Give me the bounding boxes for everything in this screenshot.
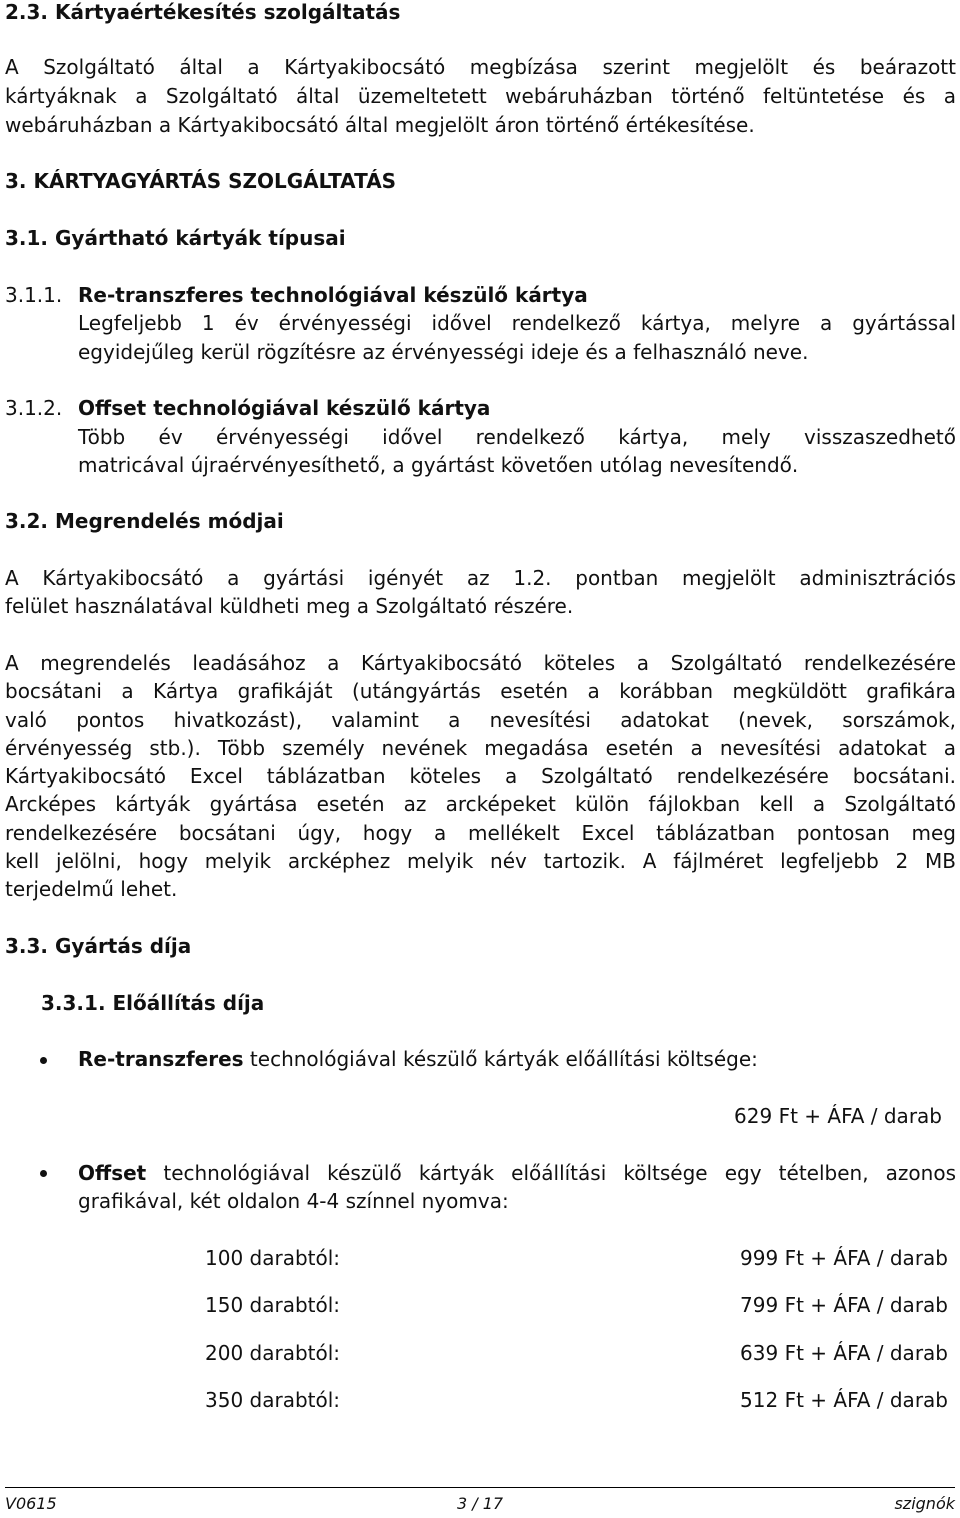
tier-4-price: 512 Ft + ÁFA / darab (740, 1388, 948, 1412)
section-3-2-para2-line-5: Kártyakibocsátó Excel táblázatban köteles a Szolgáltató rendelkezésére bocsátani. (5, 764, 956, 788)
section-3-3-heading: 3.3. Gyártás díja (5, 934, 192, 958)
bullet-1-bold: Re-transzferes (78, 1047, 244, 1071)
section-2-3-line-2: kártyáknak a Szolgáltató által üzemeltetett webáruházban történő feltüntetése és a (5, 84, 956, 108)
section-3-2-heading: 3.2. Megrendelés módjai (5, 509, 284, 533)
section-3-2-para2-line-1: A megrendelés leadásához a Kártyakibocsátó köteles a Szolgáltató rendelkezésére (5, 651, 956, 675)
section-3-2-para1-line-2: felület használatával küldheti meg a Szolgáltató részére. (5, 594, 574, 618)
section-3-2-para2-line-9: terjedelmű lehet. (5, 877, 178, 901)
item-3-1-1-line-1: Legfeljebb 1 év érvényességi idővel rendelkező kártya, melyre a gyártással (78, 311, 956, 335)
section-3-2-para2-line-3: való pontos hivatkozást), valamint a nevesítési adatokat (nevek, sorszámok, (5, 708, 956, 732)
section-3-2-para2-line-8: kell jelölni, hogy melyik arcképhez melyik név tartozik. A fájlméret legfeljebb 2 MB (5, 849, 956, 873)
item-3-1-2-title: Offset technológiával készülő kártya (78, 396, 491, 420)
footer-version: V0615 (5, 1494, 57, 1513)
tier-1-price: 999 Ft + ÁFA / darab (740, 1246, 948, 1270)
tier-1-label: 100 darabtól: (205, 1246, 341, 1270)
bullet-1-rest: technológiával készülő kártyák előállítási költsége: (243, 1047, 758, 1071)
bullet-2-line-1 (78, 1161, 956, 1185)
section-3-2-para2-line-7: rendelkezésére bocsátani úgy, hogy a mellékelt Excel táblázatban pontosan meg (5, 821, 956, 845)
footer-company: szignók (894, 1494, 955, 1513)
bullet-2-dot (40, 1170, 47, 1177)
item-3-1-2-line-2: matricával újraérvényesíthető, a gyártást követően utólag nevesítendő. (78, 453, 799, 477)
tier-2-price: 799 Ft + ÁFA / darab (740, 1293, 948, 1317)
section-2-3-heading: 2.3. Kártyaértékesítés szolgáltatás (5, 0, 401, 24)
section-3-1-heading: 3.1. Gyártható kártyák típusai (5, 226, 346, 250)
tier-4-label: 350 darabtól: (205, 1388, 341, 1412)
item-3-1-2-number: 3.1.2. (5, 396, 63, 420)
section-3-2-para2-line-2: bocsátani a Kártya grafikáját (utángyártás esetén a korábban megküldött grafikára (5, 679, 956, 703)
section-3-2-para1-line-1: A Kártyakibocsátó a gyártási igényét az 1.2. pontban megjelölt adminisztrációs (5, 566, 956, 590)
item-3-1-1-title: Re-transzferes technológiával készülő kártya (78, 283, 588, 307)
bullet-2-line-2: grafikával, két oldalon 4-4 színnel nyomva: (78, 1189, 509, 1213)
tier-3-label: 200 darabtól: (205, 1341, 341, 1365)
section-3-3-1-heading: 3.3.1. Előállítás díja (41, 991, 265, 1015)
section-3-2-para2-line-4: érvényesség stb.). Több személy nevének megadása esetén a nevesítési adatokat a (5, 736, 956, 760)
item-3-1-1-number: 3.1.1. (5, 283, 63, 307)
bullet-1-price: 629 Ft + ÁFA / darab (734, 1104, 942, 1128)
bullet-2-rest: technológiával készülő kártyák előállítási költsége egy tételben, azonos (146, 1161, 956, 1185)
footer-page-number: 3 / 17 (457, 1494, 504, 1513)
section-3-2-para2-line-6: Arcképes kártyák gyártása esetén az arcképeket külön fájlokban kell a Szolgáltató (5, 792, 956, 816)
item-3-1-1-line-2: egyidejűleg kerül rögzítésre az érvényességi ideje és a felhasználó neve. (78, 340, 809, 364)
bullet-1-text (78, 1047, 758, 1071)
tier-2-label: 150 darabtól: (205, 1293, 341, 1317)
bullet-2-bold: Offset (78, 1161, 147, 1185)
bullet-1-dot (40, 1057, 47, 1064)
section-3-heading: 3. KÁRTYAGYÁRTÁS SZOLGÁLTATÁS (5, 169, 397, 193)
tier-3-price: 639 Ft + ÁFA / darab (740, 1341, 948, 1365)
page-footer (5, 1487, 955, 1518)
section-2-3-line-3: webáruházban a Kártyakibocsátó által megjelölt áron történő értékesítése. (5, 113, 755, 137)
item-3-1-2-line-1: Több év érvényességi idővel rendelkező kártya, mely visszaszedhető (78, 425, 956, 449)
section-2-3-line-1: A Szolgáltató által a Kártyakibocsátó megbízása szerint megjelölt és beárazott (5, 55, 956, 79)
